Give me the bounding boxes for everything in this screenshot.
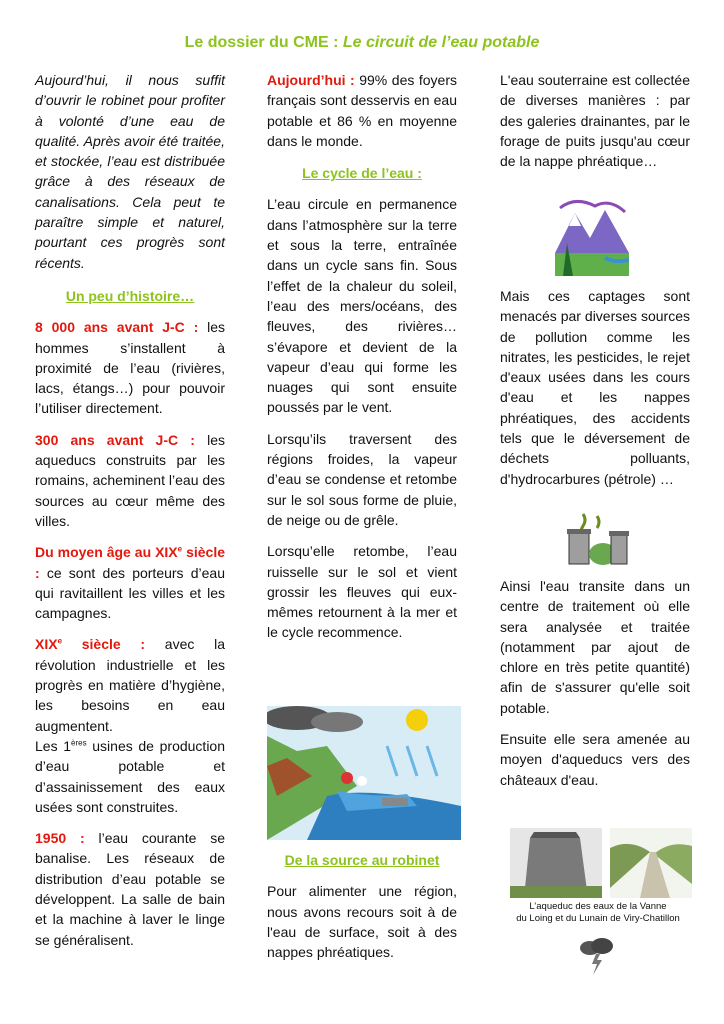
source-paragraph: Pour alimenter une région, nous avons recours soit à de l'eau de surface, soit à des nappes phréatiques. — [267, 883, 457, 961]
history-entry-continued: Les 1ères usines de production d’eau potable et d’assainissement des eaux usées sont construites. — [35, 737, 226, 815]
trash-cans-illustration — [565, 512, 631, 566]
source-heading: De la source au robinet — [284, 852, 440, 868]
history-entry: Du moyen âge au XIXe siècle : ce sont des porteurs d’eau qui ravitaillent les villes et les campagnes. — [35, 544, 225, 622]
intro-text: Aujourd’hui, il nous suffit d’ouvrir le robinet pour profiter à volonté d’une eau de qualité. Après avoir été traitée, et stockée, l’eau est distribuée grâce à des réseaux de canalisations. Cela peut te paraître simple et naturel, pourtant ces progrès sont récents. — [35, 72, 225, 271]
aqueduct-photo-2 — [610, 828, 692, 898]
column-history — [35, 70, 225, 961]
pollution-section — [500, 286, 690, 500]
treatment-section — [500, 576, 690, 801]
cycle-paragraph: Lorsqu’elle retombe, l’eau ruisselle sur le sol et vient grossir les fleuves qui eux-mêmes retournent à la mer et le cycle recommence. — [267, 543, 457, 641]
history-entry: 300 ans avant J-C : les aqueducs construits par les romains, acheminent l’eau des sources au cœur même des villes. — [35, 431, 225, 529]
water-cycle-illustration — [267, 706, 461, 840]
cycle-heading: Le cycle de l’eau : — [302, 165, 422, 182]
cycle-paragraph: L’eau circule en permanence dans l’atmosphère sur la terre et sous la terre, entraînée dans un cycle sans fin. Sous l’effet de la chaleur du soleil, l’eau des mers/océans, des fleuves, des rivières… s’évapore et devient de la vapeur d’eau qui forme les nuages qui sont ensuite poussés par le vent. — [267, 196, 457, 416]
today-stat: Aujourd’hui : 99% des foyers français sont desservis en eau potable et 86 % en moyenne dans le monde. — [267, 72, 457, 149]
aqueduct-photo-1 — [510, 828, 602, 898]
storm-cloud-icon — [578, 938, 614, 976]
history-entry: 8 000 ans avant J-C : les hommes s’installent à proximité de l’eau (rivières, lacs, étangs…) pour pouvoir l’utiliser directement. — [35, 319, 225, 417]
aqueduct-caption: L’aqueduc des eaux de la Vanne du Loing et du Lunain de Viry-Chatillon — [516, 901, 680, 924]
column-cycle — [267, 70, 457, 654]
page-title: Le dossier du CME : Le circuit de l’eau potable — [184, 34, 540, 51]
column-sources — [500, 70, 690, 182]
pollution-paragraph: Mais ces captages sont menacés par diverses sources de pollution comme les nitrates, les pesticides, le rejet d'eaux usées dans les cours d'eau et les nappes phréatiques, des accidents tels que le déversement de déchets polluants, d'hydrocarbures (pétrole) … — [500, 288, 690, 487]
history-heading: Un peu d’histoire… — [65, 287, 195, 304]
history-entry: 1950 : l’eau courante se banalise. Les réseaux de distribution d’eau potable se développent. La salle de bain et la machine à laver le linge se généralisent. — [35, 830, 225, 948]
source-section — [267, 850, 457, 973]
history-entry: XIXe siècle : avec la révolution industrielle et les progrès en matière d’hygiène, les besoins en eau augmentent. — [35, 636, 225, 734]
groundwater-paragraph: L'eau souterraine est collectée de diverses manières : par des galeries drainantes, par le forage de puits jusqu'au cœur de la nappe phréatique… — [500, 72, 690, 170]
aqueduct-paragraph: Ensuite elle sera amenée au moyen d'aqueducs vers des châteaux d'eau. — [500, 731, 690, 788]
cycle-paragraph: Lorsqu’ils traversent des régions froides, la vapeur d’eau se condense et retombe sur le sol sous forme de pluie, de neige ou de grêle. — [267, 430, 457, 528]
landscape-illustration — [555, 198, 629, 276]
treatment-paragraph: Ainsi l'eau transite dans un centre de traitement où elle sera analysée et traitée (notamment par ajout de chlore en très petite quantité) afin de s'assurer qu'elle soit potable. — [500, 578, 690, 716]
